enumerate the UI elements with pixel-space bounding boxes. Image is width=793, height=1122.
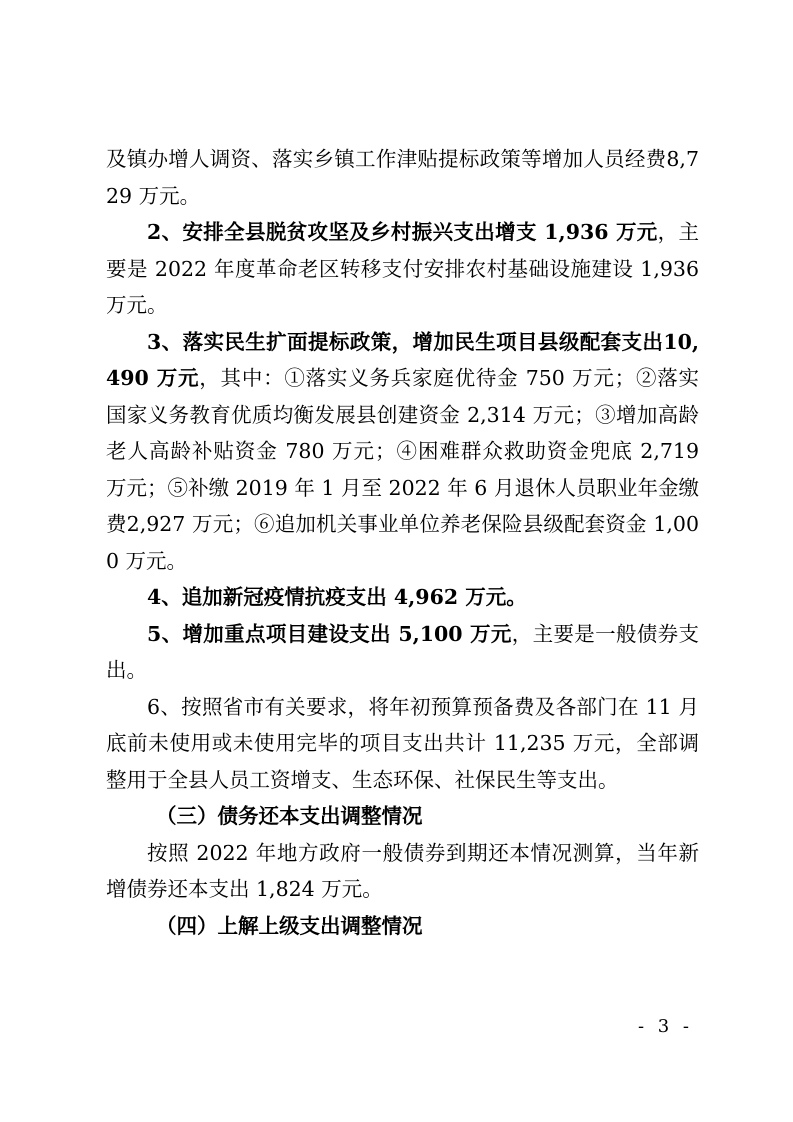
- paragraph-item-2: [106, 214, 699, 324]
- paragraph-text: ，主要是一般债券支出。: [106, 621, 700, 682]
- paragraph-bold-lead: 3、落实民生扩面提标政策，增加民生项目县级配套支出10,490 万元: [106, 329, 699, 390]
- paragraph-item-3: [106, 324, 699, 580]
- paragraph-item-5: [106, 616, 699, 689]
- document-body: [106, 141, 699, 944]
- paragraph-bold-lead: 5、增加重点项目建设支出 5,100 万元: [147, 621, 512, 646]
- paragraph-item-6: [106, 689, 699, 799]
- paragraph-bold-lead: 2、安排全县脱贫攻坚及乡村振兴支出增支 1,936 万元: [147, 220, 658, 244]
- paragraph-text: 6、按照省市有关要求，将年初预算预备费及各部门在 11 月底前未使用或未使用完毕的项目支出共计 11,235 万元，全部调整用于全县人员工资增支、生态环保、社保民生等支出。: [106, 694, 699, 792]
- paragraph-bold-lead: 4、追加新冠疫情抗疫支出 4,962 万元。: [147, 585, 527, 609]
- paragraph-item-4: [106, 579, 699, 616]
- paragraph-continuation: [106, 141, 699, 214]
- paragraph-text: 及镇办增人调资、落实乡镇工作津贴提标政策等增加人员经费8,729 万元。: [106, 147, 699, 208]
- paragraph-text: ，主要是 2022 年度革命老区转移支付安排农村基础设施建设 1,936 万元。: [106, 220, 700, 317]
- section-heading-4: （四）上解上级支出调整情况: [156, 913, 423, 938]
- page-number: - 3 -: [637, 1016, 693, 1037]
- section-heading-3: （三）债务还本支出调整情况: [156, 804, 423, 828]
- section-3-paragraph: 按照 2022 年地方政府一般债券到期还本情况测算，当年新增债券还本支出 1,824 万元。: [106, 840, 699, 901]
- paragraph-text: ，其中：①落实义务兵家庭优待金 750 万元；②落实国家义务教育优质均衡发展县创建资金 2,314 万元；③增加高龄老人高龄补贴资金 780 万元；④困难群众救助资金兜底 2,719 万元；⑤补缴 2019 年 1 月至 2022 年 6 月退休人员职业年金缴费2,927 万元；⑥追加机关事业单位养老保险县级配套资金 1,000 万元。: [106, 366, 699, 573]
